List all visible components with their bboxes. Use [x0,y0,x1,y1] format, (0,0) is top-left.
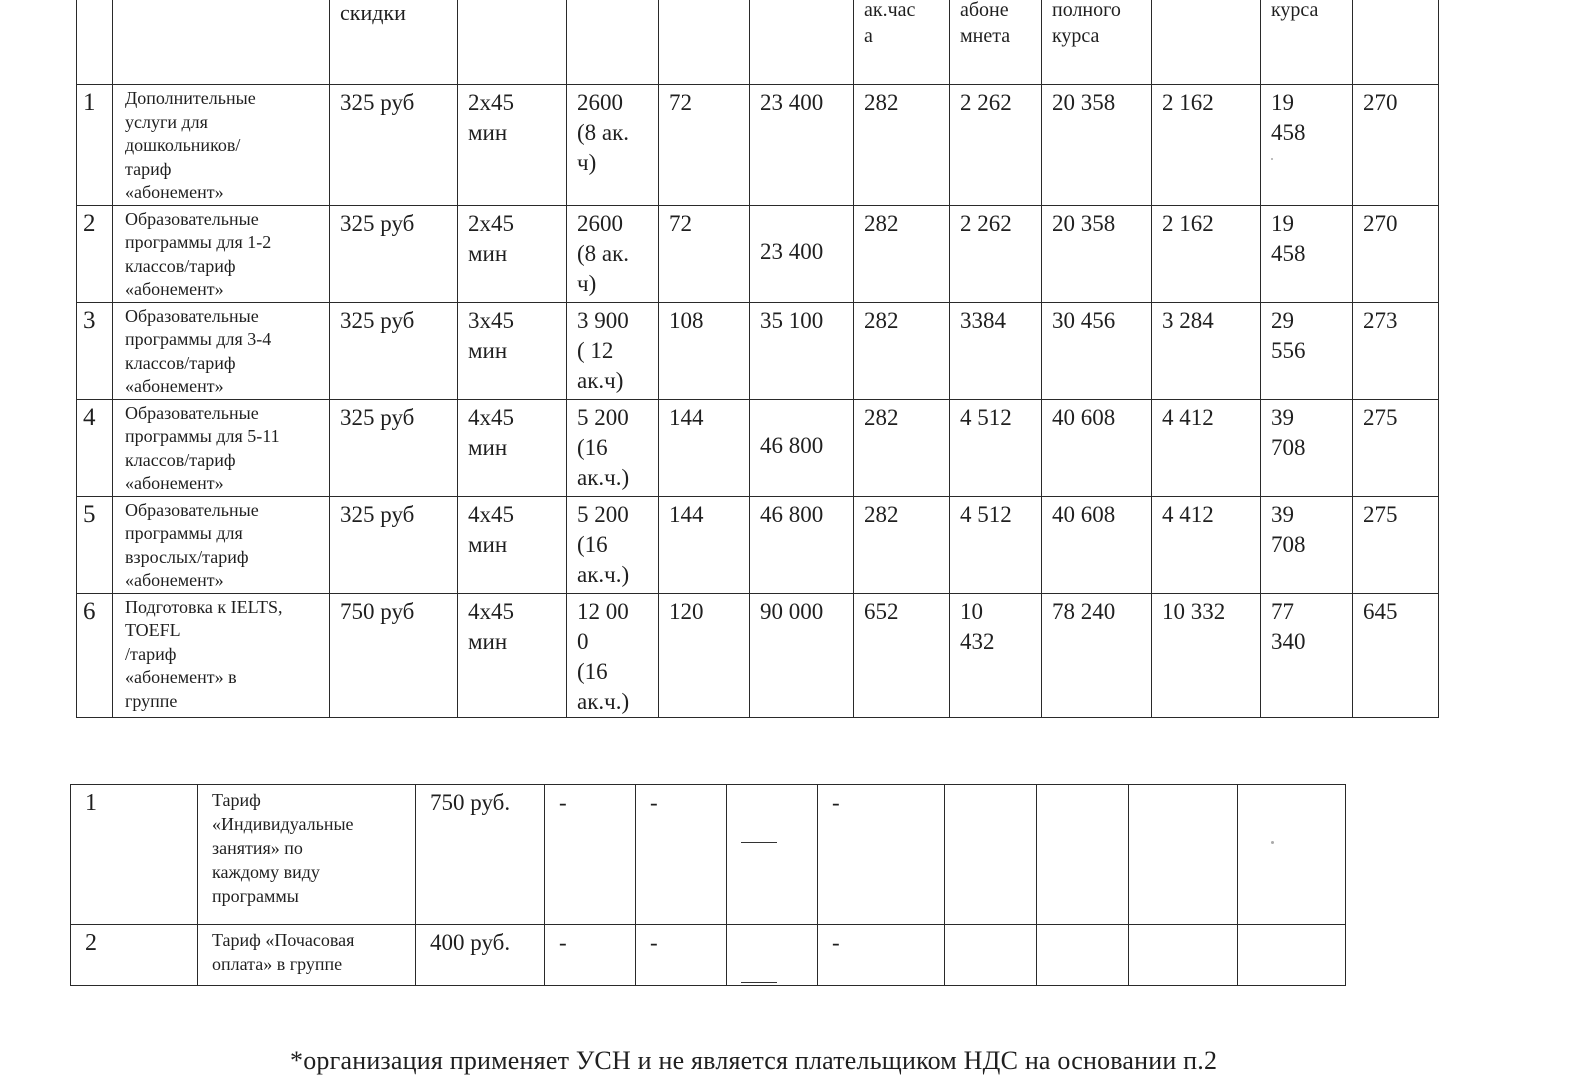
tariff-cell-empty [1037,925,1129,986]
cell-course-disc: 39 708 [1261,496,1353,593]
cell-hours: 144 [659,399,750,496]
cell-sub-cost: 10 432 [950,593,1042,717]
cell-price: 325 руб [330,302,458,399]
cell-num: 1 [77,85,113,206]
cell-last: 275 [1353,496,1439,593]
header-cell [659,0,750,85]
tariff-cell-line [727,925,818,986]
tariff-row [71,785,1346,925]
table-header-row [77,0,1439,85]
cell-sum: 12 00 0 (16 ак.ч.) [567,593,659,717]
cell-hours: 144 [659,496,750,593]
cell-discount: 2 162 [1152,205,1261,302]
tariff-cell-c2: - [636,785,727,925]
header-cell: курса [1261,0,1353,85]
tariff-cell-empty [945,785,1037,925]
cell-hours: 120 [659,593,750,717]
cell-course-disc: 29 556 [1261,302,1353,399]
cell-hour-cost: 282 [854,399,950,496]
cell-sum: 5 200 (16 ак.ч.) [567,399,659,496]
cell-sub-cost: 4 512 [950,399,1042,496]
cell-course-cost: 40 608 [1042,399,1152,496]
cell-course-disc: 19 458 [1261,205,1353,302]
cell-duration: 2х45 мин [458,85,567,206]
cell-discount: 2 162 [1152,85,1261,206]
cell-duration: 4х45 мин [458,399,567,496]
tariff-table [70,784,1346,986]
cell-course-disc: 19 458 [1261,85,1353,206]
cell-course-disc: 39 708 [1261,399,1353,496]
tariff-cell-num: 1 [71,785,198,925]
table-row [77,496,1439,593]
tariff-cell-c1: - [545,925,636,986]
cell-hour-cost: 282 [854,205,950,302]
tariff-cell-name: Тариф «Индивидуальные занятия» по каждому виду программы [198,785,416,925]
table-row [77,205,1439,302]
cell-sum: 5 200 (16 ак.ч.) [567,496,659,593]
cell-sub-cost: 4 512 [950,496,1042,593]
tariff-cell-c4: - [818,785,945,925]
cell-total-text: 46 800 [760,433,824,458]
header-cell [750,0,854,85]
cell-hour-cost: 282 [854,302,950,399]
cell-num: 4 [77,399,113,496]
cell-course-cost: 30 456 [1042,302,1152,399]
cell-discount: 10 332 [1152,593,1261,717]
cell-total: 90 000 [750,593,854,717]
header-cell: скидки [330,0,458,85]
cell-price: 325 руб [330,496,458,593]
tariff-cell-price: 400 руб. [416,925,545,986]
cell-course-cost: 20 358 [1042,205,1152,302]
cell-total-text: 23 400 [760,239,824,264]
cell-name: Образовательные программы для 1-2 классов/тариф «абонемент» [113,205,330,302]
table-row [77,593,1439,717]
cell-course-cost: 78 240 [1042,593,1152,717]
cell-hours: 72 [659,85,750,206]
tariff-cell-line [727,785,818,925]
cell-name: Подготовка к IELTS, TOEFL /тариф «абонемент» в группе [113,593,330,717]
cell-name: Образовательные программы для 3-4 классов/тариф «абонемент» [113,302,330,399]
cell-last: 270 [1353,85,1439,206]
tariff-cell-c2: - [636,925,727,986]
cell-price: 750 руб [330,593,458,717]
tariff-cell-empty [1037,785,1129,925]
tariff-cell-empty [1129,785,1238,925]
tariff-row [71,925,1346,986]
cell-duration: 4х45 мин [458,593,567,717]
cell-discount: 4 412 [1152,399,1261,496]
cell-num: 2 [77,205,113,302]
table-row [77,85,1439,206]
cell-course-cost: 40 608 [1042,496,1152,593]
cell-name: Образовательные программы для взрослых/тариф «абонемент» [113,496,330,593]
cell-total: 23 400 [750,85,854,206]
pricing-table [76,0,1439,718]
cell-total: 46 800 [750,496,854,593]
cell-last: 275 [1353,399,1439,496]
header-cell: ак.час а [854,0,950,85]
cell-name: Образовательные программы для 5-11 классов/тариф «абонемент» [113,399,330,496]
cell-price: 325 руб [330,399,458,496]
cell-total: 35 100 [750,302,854,399]
cell-num: 3 [77,302,113,399]
cell-course-disc: 77 340 [1261,593,1353,717]
cell-last: 270 [1353,205,1439,302]
cell-discount: 3 284 [1152,302,1261,399]
cell-discount: 4 412 [1152,496,1261,593]
table-row [77,399,1439,496]
cell-duration: 2х45 мин [458,205,567,302]
tariff-cell-empty [1238,785,1346,925]
cell-num: 6 [77,593,113,717]
header-cell [113,0,330,85]
cell-hour-cost: 652 [854,593,950,717]
cell-price: 325 руб [330,85,458,206]
dash-line [741,842,777,843]
cell-total [750,205,854,302]
cell-last: 273 [1353,302,1439,399]
table-row [77,302,1439,399]
cell-hour-cost: 282 [854,496,950,593]
cell-sub-cost: 3384 [950,302,1042,399]
tariff-cell-c1: - [545,785,636,925]
scan-speck [1271,158,1273,160]
header-cell: полного курса [1042,0,1152,85]
cell-hours: 108 [659,302,750,399]
cell-course-cost: 20 358 [1042,85,1152,206]
header-cell [567,0,659,85]
cell-hour-cost: 282 [854,85,950,206]
cell-num: 5 [77,496,113,593]
header-cell [77,0,113,85]
cell-price: 325 руб [330,205,458,302]
header-cell [1353,0,1439,85]
tariff-cell-empty [1129,925,1238,986]
header-cell: абоне мнета [950,0,1042,85]
cell-last: 645 [1353,593,1439,717]
header-cell [1152,0,1261,85]
cell-sum: 2600 (8 ак. ч) [567,85,659,206]
tariff-cell-empty [945,925,1037,986]
footnote: *организация применяет УСН и не является плательщиком НДС на основании п.2 [290,1046,1218,1075]
tariff-cell-name: Тариф «Почасовая оплата» в группе [198,925,416,986]
cell-sub-cost: 2 262 [950,205,1042,302]
cell-sum: 3 900 ( 12 ак.ч) [567,302,659,399]
tariff-cell-price: 750 руб. [416,785,545,925]
dash-line [741,982,777,983]
scan-speck [1271,841,1274,844]
tariff-cell-c4: - [818,925,945,986]
cell-sum: 2600 (8 ак. ч) [567,205,659,302]
tariff-cell-num: 2 [71,925,198,986]
cell-sub-cost: 2 262 [950,85,1042,206]
cell-duration: 4х45 мин [458,496,567,593]
tariff-cell-empty [1238,925,1346,986]
header-cell [458,0,567,85]
cell-hours: 72 [659,205,750,302]
cell-total [750,399,854,496]
cell-name: Дополнительные услуги для дошкольников/ тариф «абонемент» [113,85,330,206]
cell-duration: 3х45 мин [458,302,567,399]
